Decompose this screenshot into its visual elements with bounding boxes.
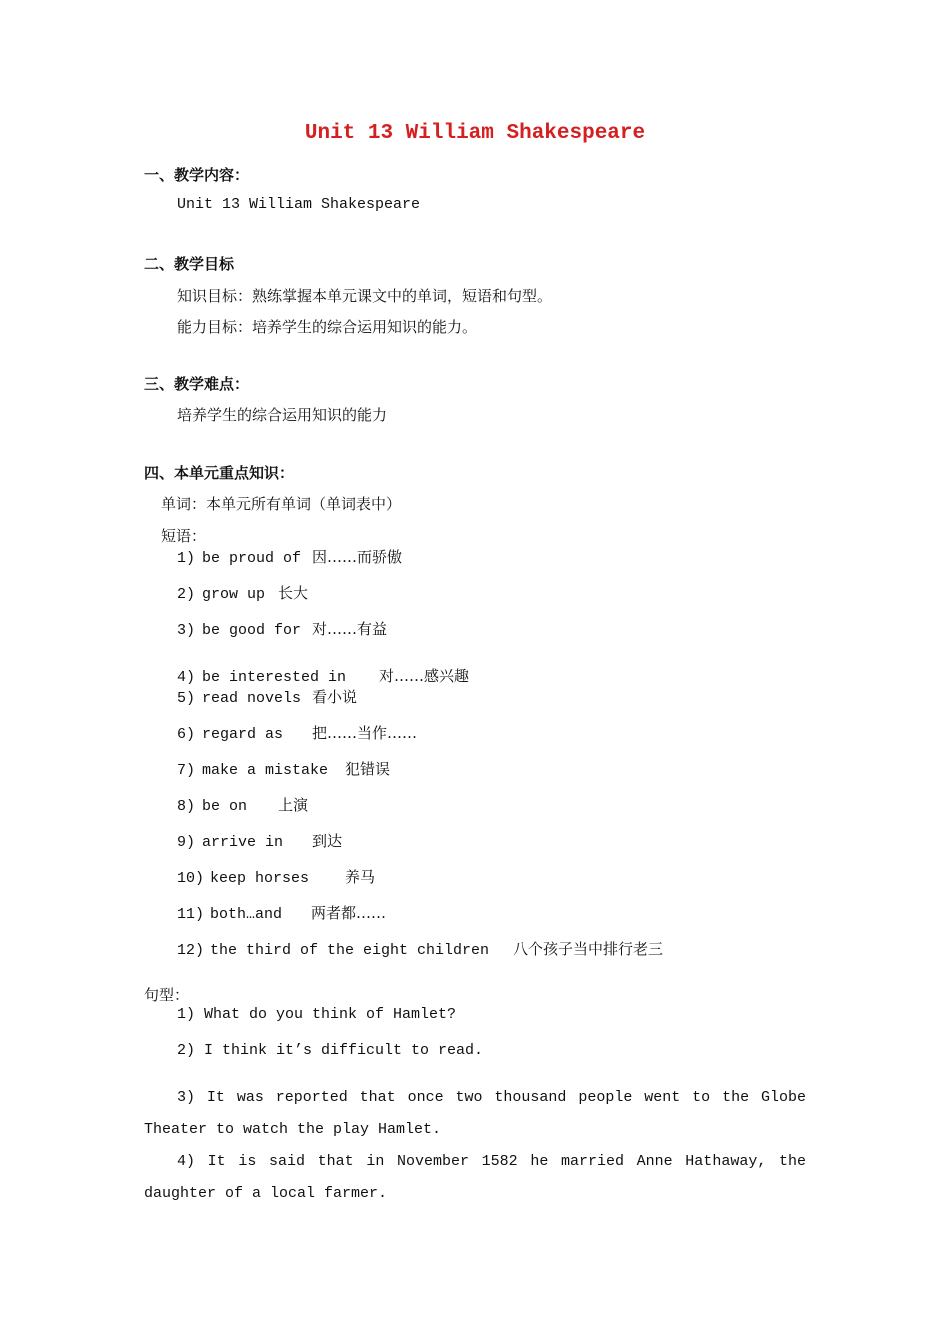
knowledge-objective: 知识目标：熟练掌握本单元课文中的单词，短语和句型。 <box>177 287 553 305</box>
phrase-item: 2) grow up 长大 <box>177 584 309 603</box>
phrase-item: 5) read novels 看小说 <box>177 688 358 707</box>
document-title: Unit 13 William Shakespeare <box>304 122 646 145</box>
section-heading-content: 一、教学内容： <box>144 166 250 184</box>
sentences-label: 句型： <box>144 986 190 1004</box>
phrase-item: 4) be interested in 对……感兴趣 <box>177 667 470 686</box>
sentence-item: 3) It was reported that once two thousand people went to the Globe Theater to watch the play Hamlet. <box>144 1089 806 1138</box>
phrase-item: 8) be on 上演 <box>177 796 309 815</box>
section-heading-objectives: 二、教学目标 <box>144 255 235 273</box>
phrase-item: 1) be proud of 因……而骄傲 <box>177 548 403 567</box>
phrase-item: 6) regard as 把……当作…… <box>177 724 418 743</box>
section-heading-key-knowledge: 四、本单元重点知识： <box>144 464 295 482</box>
phrase-item: 3) be good for 对……有益 <box>177 620 388 639</box>
phrases-label: 短语： <box>161 527 207 545</box>
section-content-text: Unit 13 William Shakespeare <box>177 196 421 213</box>
sentence-item: 1) What do you think of Hamlet? <box>177 1006 457 1023</box>
sentence-item: 4) It is said that in November 1582 he married Anne Hathaway, the daughter of a local farmer. <box>144 1153 806 1202</box>
phrase-item: 12) the third of the eight children 八个孩子当中排行老三 <box>177 940 664 959</box>
difficulty-text: 培养学生的综合运用知识的能力 <box>177 406 388 424</box>
phrase-item: 11) both…and 两者都…… <box>177 904 387 923</box>
phrase-item: 10) keep horses 养马 <box>177 868 376 887</box>
ability-objective: 能力目标：培养学生的综合运用知识的能力。 <box>177 318 478 336</box>
sentence-item: 2) I think it’s difficult to read. <box>177 1042 484 1059</box>
phrase-item: 9) arrive in 到达 <box>177 832 343 851</box>
words-note: 单词：本单元所有单词（单词表中） <box>161 495 402 513</box>
section-heading-difficulty: 三、教学难点： <box>144 375 250 393</box>
phrase-item: 7) make a mistake 犯错误 <box>177 760 391 779</box>
